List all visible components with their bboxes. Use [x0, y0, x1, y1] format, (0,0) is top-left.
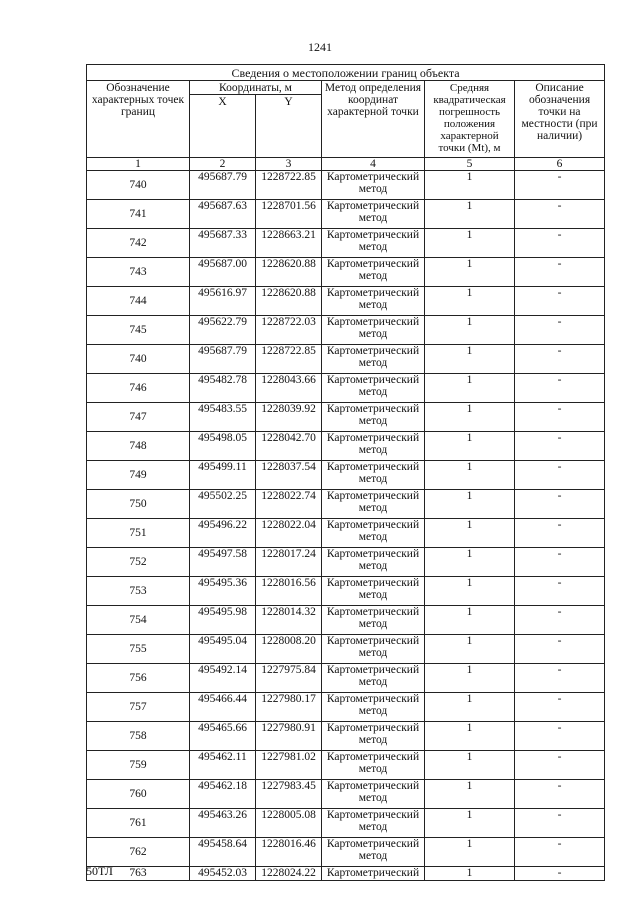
mean-error-cell: 1 [425, 751, 515, 780]
y-coordinate-cell: 1227981.02 [256, 751, 322, 780]
mean-error-cell: 1 [425, 432, 515, 461]
point-cell: 740 [87, 171, 190, 200]
column-number: 3 [256, 158, 322, 171]
point-cell: 745 [87, 316, 190, 345]
method-cell: Картометрический метод [322, 606, 425, 635]
table-row [87, 838, 605, 867]
point-cell: 758 [87, 722, 190, 751]
y-coordinate-cell: 1228043.66 [256, 374, 322, 403]
y-coordinate-cell: 1228008.20 [256, 635, 322, 664]
method-cell: Картометрический метод [322, 809, 425, 838]
point-cell: 755 [87, 635, 190, 664]
mean-error-cell: 1 [425, 229, 515, 258]
table-row [87, 229, 605, 258]
table-row [87, 867, 605, 881]
y-coordinate-cell: 1228024.22 [256, 867, 322, 881]
y-coordinate-cell: 1228016.46 [256, 838, 322, 867]
mean-error-cell: 1 [425, 548, 515, 577]
point-cell: 761 [87, 809, 190, 838]
table-row [87, 693, 605, 722]
method-cell: Картометрический метод [322, 258, 425, 287]
y-coordinate-cell: 1228022.04 [256, 519, 322, 548]
method-cell: Картометрический [322, 867, 425, 881]
boundary-points-table [86, 64, 605, 881]
y-coordinate-cell: 1228022.74 [256, 490, 322, 519]
method-cell: Картометрический метод [322, 693, 425, 722]
method-cell: Картометрический метод [322, 780, 425, 809]
column-number: 2 [190, 158, 256, 171]
column-number: 1 [87, 158, 190, 171]
description-cell: - [515, 200, 605, 229]
description-cell: - [515, 519, 605, 548]
header-x: X [190, 95, 256, 158]
description-cell: - [515, 664, 605, 693]
method-cell: Картометрический метод [322, 635, 425, 664]
table-row [87, 519, 605, 548]
point-cell: 759 [87, 751, 190, 780]
point-cell: 751 [87, 519, 190, 548]
point-cell: 740 [87, 345, 190, 374]
x-coordinate-cell: 495498.05 [190, 432, 256, 461]
y-coordinate-cell: 1228722.03 [256, 316, 322, 345]
mean-error-cell: 1 [425, 345, 515, 374]
table-row [87, 374, 605, 403]
description-cell: - [515, 838, 605, 867]
table-row [87, 548, 605, 577]
x-coordinate-cell: 495496.22 [190, 519, 256, 548]
table-row [87, 287, 605, 316]
column-number: 5 [425, 158, 515, 171]
description-cell: - [515, 548, 605, 577]
method-cell: Картометрический метод [322, 403, 425, 432]
mean-error-cell: 1 [425, 287, 515, 316]
y-coordinate-cell: 1228042.70 [256, 432, 322, 461]
table-row [87, 345, 605, 374]
point-cell: 760 [87, 780, 190, 809]
point-cell: 749 [87, 461, 190, 490]
mean-error-cell: 1 [425, 374, 515, 403]
point-cell: 742 [87, 229, 190, 258]
mean-error-cell: 1 [425, 664, 515, 693]
table-row [87, 403, 605, 432]
point-cell: 747 [87, 403, 190, 432]
y-coordinate-cell: 1228016.56 [256, 577, 322, 606]
y-coordinate-cell: 1227980.17 [256, 693, 322, 722]
point-cell: 744 [87, 287, 190, 316]
description-cell: - [515, 722, 605, 751]
table-row [87, 751, 605, 780]
table-row [87, 258, 605, 287]
point-cell: 756 [87, 664, 190, 693]
method-cell: Картометрический метод [322, 577, 425, 606]
mean-error-cell: 1 [425, 867, 515, 881]
x-coordinate-cell: 495616.97 [190, 287, 256, 316]
x-coordinate-cell: 495687.33 [190, 229, 256, 258]
method-cell: Картометрический метод [322, 664, 425, 693]
header-coordinates: Координаты, м [190, 81, 322, 95]
y-coordinate-cell: 1228722.85 [256, 171, 322, 200]
point-cell: 743 [87, 258, 190, 287]
mean-error-cell: 1 [425, 838, 515, 867]
description-cell: - [515, 867, 605, 881]
point-cell: 746 [87, 374, 190, 403]
description-cell: - [515, 606, 605, 635]
x-coordinate-cell: 495499.11 [190, 461, 256, 490]
point-cell: 752 [87, 548, 190, 577]
mean-error-cell: 1 [425, 693, 515, 722]
description-cell: - [515, 490, 605, 519]
table-row [87, 664, 605, 693]
table-row [87, 316, 605, 345]
header-mean-error: Средняя квадратическая погрешность положения характерной точки (Mt), м [425, 81, 515, 158]
x-coordinate-cell: 495483.55 [190, 403, 256, 432]
description-cell: - [515, 287, 605, 316]
method-cell: Картометрический метод [322, 722, 425, 751]
x-coordinate-cell: 495462.18 [190, 780, 256, 809]
point-cell: 750 [87, 490, 190, 519]
x-coordinate-cell: 495466.44 [190, 693, 256, 722]
y-coordinate-cell: 1228039.92 [256, 403, 322, 432]
table-row [87, 200, 605, 229]
method-cell: Картометрический метод [322, 374, 425, 403]
point-cell: 762 [87, 838, 190, 867]
y-coordinate-cell: 1228663.21 [256, 229, 322, 258]
mean-error-cell: 1 [425, 577, 515, 606]
column-number: 4 [322, 158, 425, 171]
header-description: Описание обозначения точки на местности (при наличии) [515, 81, 605, 158]
x-coordinate-cell: 495465.66 [190, 722, 256, 751]
description-cell: - [515, 374, 605, 403]
method-cell: Картометрический метод [322, 345, 425, 374]
x-coordinate-cell: 495482.78 [190, 374, 256, 403]
y-coordinate-cell: 1227975.84 [256, 664, 322, 693]
mean-error-cell: 1 [425, 258, 515, 287]
method-cell: Картометрический метод [322, 287, 425, 316]
y-coordinate-cell: 1228701.56 [256, 200, 322, 229]
page-number: 1241 [308, 40, 332, 54]
x-coordinate-cell: 495458.64 [190, 838, 256, 867]
x-coordinate-cell: 495462.11 [190, 751, 256, 780]
description-cell: - [515, 693, 605, 722]
x-coordinate-cell: 495495.04 [190, 635, 256, 664]
method-cell: Картометрический метод [322, 200, 425, 229]
header-point-designation: Обозначение характерных точек границ [87, 81, 190, 158]
table-row [87, 432, 605, 461]
method-cell: Картометрический метод [322, 461, 425, 490]
method-cell: Картометрический метод [322, 548, 425, 577]
x-coordinate-cell: 495687.63 [190, 200, 256, 229]
x-coordinate-cell: 495497.58 [190, 548, 256, 577]
description-cell: - [515, 577, 605, 606]
description-cell: - [515, 432, 605, 461]
table-row [87, 780, 605, 809]
mean-error-cell: 1 [425, 171, 515, 200]
table-row [87, 809, 605, 838]
mean-error-cell: 1 [425, 722, 515, 751]
mean-error-cell: 1 [425, 519, 515, 548]
y-coordinate-cell: 1227983.45 [256, 780, 322, 809]
table-row [87, 722, 605, 751]
mean-error-cell: 1 [425, 606, 515, 635]
y-coordinate-cell: 1228620.88 [256, 287, 322, 316]
description-cell: - [515, 751, 605, 780]
x-coordinate-cell: 495502.25 [190, 490, 256, 519]
point-cell: 763 [87, 867, 190, 881]
x-coordinate-cell: 495492.14 [190, 664, 256, 693]
method-cell: Картометрический метод [322, 229, 425, 258]
description-cell: - [515, 461, 605, 490]
footer-code: 50ТЛ [86, 864, 113, 878]
mean-error-cell: 1 [425, 780, 515, 809]
description-cell: - [515, 229, 605, 258]
table-row [87, 577, 605, 606]
y-coordinate-cell: 1228722.85 [256, 345, 322, 374]
description-cell: - [515, 171, 605, 200]
point-cell: 748 [87, 432, 190, 461]
description-cell: - [515, 635, 605, 664]
method-cell: Картометрический метод [322, 316, 425, 345]
point-cell: 753 [87, 577, 190, 606]
method-cell: Картометрический метод [322, 171, 425, 200]
mean-error-cell: 1 [425, 809, 515, 838]
x-coordinate-cell: 495622.79 [190, 316, 256, 345]
x-coordinate-cell: 495495.36 [190, 577, 256, 606]
column-number: 6 [515, 158, 605, 171]
mean-error-cell: 1 [425, 635, 515, 664]
table-row [87, 606, 605, 635]
x-coordinate-cell: 495495.98 [190, 606, 256, 635]
method-cell: Картометрический метод [322, 432, 425, 461]
table-row [87, 461, 605, 490]
description-cell: - [515, 780, 605, 809]
y-coordinate-cell: 1228620.88 [256, 258, 322, 287]
description-cell: - [515, 345, 605, 374]
table-title: Сведения о местоположении границ объекта [87, 65, 605, 81]
method-cell: Картометрический метод [322, 490, 425, 519]
table-row [87, 171, 605, 200]
description-cell: - [515, 403, 605, 432]
point-cell: 757 [87, 693, 190, 722]
point-cell: 741 [87, 200, 190, 229]
point-cell: 754 [87, 606, 190, 635]
description-cell: - [515, 809, 605, 838]
y-coordinate-cell: 1227980.91 [256, 722, 322, 751]
x-coordinate-cell: 495463.26 [190, 809, 256, 838]
mean-error-cell: 1 [425, 403, 515, 432]
y-coordinate-cell: 1228017.24 [256, 548, 322, 577]
description-cell: - [515, 258, 605, 287]
method-cell: Картометрический метод [322, 751, 425, 780]
mean-error-cell: 1 [425, 200, 515, 229]
table-row [87, 635, 605, 664]
y-coordinate-cell: 1228014.32 [256, 606, 322, 635]
x-coordinate-cell: 495687.00 [190, 258, 256, 287]
mean-error-cell: 1 [425, 316, 515, 345]
table-row [87, 490, 605, 519]
header-y: Y [256, 95, 322, 158]
mean-error-cell: 1 [425, 490, 515, 519]
method-cell: Картометрический метод [322, 519, 425, 548]
method-cell: Картометрический метод [322, 838, 425, 867]
mean-error-cell: 1 [425, 461, 515, 490]
x-coordinate-cell: 495687.79 [190, 345, 256, 374]
x-coordinate-cell: 495687.79 [190, 171, 256, 200]
header-method: Метод определения координат характерной точки [322, 81, 425, 158]
description-cell: - [515, 316, 605, 345]
x-coordinate-cell: 495452.03 [190, 867, 256, 881]
y-coordinate-cell: 1228005.08 [256, 809, 322, 838]
y-coordinate-cell: 1228037.54 [256, 461, 322, 490]
